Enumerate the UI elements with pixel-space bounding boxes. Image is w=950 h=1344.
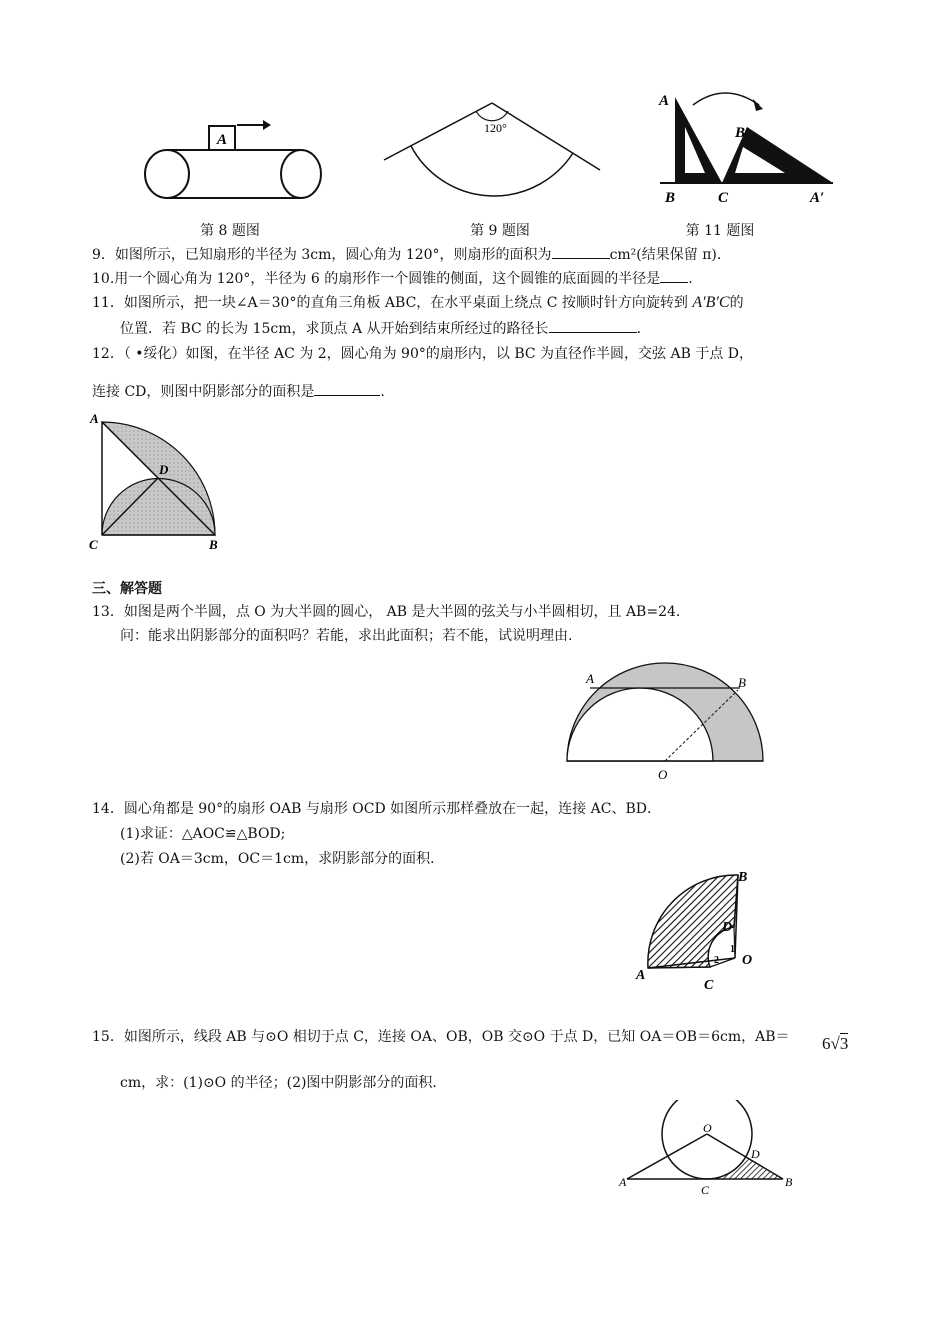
fig14-label-one: 1 xyxy=(730,944,735,955)
q10-text-after: . xyxy=(688,271,693,287)
fig15-label-C: C xyxy=(701,1183,710,1197)
question-13-line2: 问：能求出阴影部分的面积吗？若能，求出此面积；若不能，试说明理由. xyxy=(120,628,573,644)
fig12-label-D: D xyxy=(159,462,169,477)
fig13-label-B: B xyxy=(738,675,746,690)
fig9-angle-label: 120° xyxy=(484,121,507,135)
fig15-label-B: B xyxy=(785,1175,793,1189)
question-11-line1 xyxy=(92,294,744,312)
fig15-label-O: O xyxy=(703,1121,712,1135)
question-14-line1: 14．圆心角都是 90°的扇形 OAB 与扇形 OCD 如图所示那样叠放在一起，连接 AC、BD． xyxy=(92,801,661,817)
question-12-line2 xyxy=(92,383,385,401)
figure-11-triangles xyxy=(655,85,840,210)
fig14-label-O: O xyxy=(742,953,753,968)
caption-fig8: 第 8 题图 xyxy=(200,223,260,239)
fig11-label-C: C xyxy=(718,190,729,206)
question-12-line1: 12．（ •绥化）如图，在半径 AC 为 2，圆心角为 90°的扇形内，以 BC 为直径作半圆，交弦 AB 于点 D， xyxy=(92,346,753,362)
q11-math-ABC-prime: A′B′C xyxy=(692,294,730,311)
fig15-label-D: D xyxy=(751,1147,760,1161)
q9-answer-blank xyxy=(552,258,610,259)
q9-text-after: cm²(结果保留 π)． xyxy=(609,247,731,263)
fig12-label-C: C xyxy=(89,537,98,552)
q15-math-radicand: 3 xyxy=(839,1034,849,1053)
q15-math-coef: 6 xyxy=(822,1034,831,1053)
fig14-label-A: A xyxy=(636,968,646,983)
section-3-heading: 三、解答题 xyxy=(92,581,162,597)
q11-line2-after: . xyxy=(636,321,642,337)
sqrt-icon: √ xyxy=(830,1034,840,1053)
fig12-label-B: B xyxy=(209,537,218,552)
fig15-label-A: A xyxy=(619,1175,627,1189)
figure-9-sector xyxy=(380,95,605,210)
q11-line1-text: 11．如图所示，把一块∠A＝30°的直角三角板 ABC，在水平桌面上绕点 C 按顺时针方向旋转到 xyxy=(92,295,688,311)
q10-text-before: 10.用一个圆心角为 120°，半径为 6 的扇形作一个圆锥的侧面，这个圆锥的底面圆的半径是 xyxy=(92,271,661,287)
q12-answer-blank xyxy=(314,395,380,396)
question-9 xyxy=(92,246,731,264)
fig14-label-C: C xyxy=(704,978,714,993)
fig11-label-A: A xyxy=(659,93,670,109)
fig14-label-two: 2 xyxy=(714,955,719,966)
figure-13 xyxy=(560,655,775,785)
figure-8-conveyor xyxy=(135,110,330,210)
q12-line2-text: 连接 CD，则图中阴影部分的面积是 xyxy=(92,384,315,400)
q9-text-before: 9．如图所示，已知扇形的半径为 3cm，圆心角为 120°，则扇形的面积为 xyxy=(92,247,552,263)
q11-answer-blank xyxy=(549,332,637,333)
figure-15 xyxy=(615,1100,800,1205)
fig8-box-label: A xyxy=(217,132,228,148)
q11-line2-text: 位置．若 BC 的长为 15cm，求顶点 A 从开始到结束所经过的路径长 xyxy=(120,321,549,337)
fig13-label-O: O xyxy=(658,767,668,782)
question-10 xyxy=(92,270,693,288)
fig14-label-B: B xyxy=(738,870,748,885)
figure-14 xyxy=(630,865,765,1000)
q11-math-after: 的 xyxy=(729,295,744,311)
q15-math-6root3 xyxy=(822,1034,848,1054)
fig11-label-B: B xyxy=(665,190,676,206)
question-14-line2: (1)求证：△AOC≌△BOD; xyxy=(120,826,286,842)
q15-line1-text: 15．如图所示，线段 AB 与⊙O 相切于点 C，连接 OA、OB，OB 交⊙O 于点 D，已知 OA＝OB＝6cm，AB＝ xyxy=(92,1029,790,1045)
question-15-line1 xyxy=(92,1028,790,1046)
caption-fig11: 第 11 题图 xyxy=(685,223,755,239)
fig12-label-A: A xyxy=(90,411,99,426)
question-15-line2: cm，求：(1)⊙O 的半径；(2)图中阴影部分的面积. xyxy=(120,1075,437,1091)
caption-fig9: 第 9 题图 xyxy=(470,223,530,239)
fig14-label-D: D xyxy=(722,920,733,935)
question-11-line2 xyxy=(120,320,641,338)
fig11-label-Ap: A′ xyxy=(810,190,825,206)
q10-answer-blank xyxy=(660,282,688,283)
fig13-label-A: A xyxy=(586,671,594,686)
q12-line2-after: . xyxy=(380,384,385,400)
question-13-line1: 13．如图是两个半圆，点 O 为大半圆的圆心， AB 是大半圆的弦关与小半圆相切，且 AB=24. xyxy=(92,604,681,620)
question-14-line3: (2)若 OA＝3cm，OC＝1cm，求阴影部分的面积． xyxy=(120,851,445,867)
fig11-label-Bp: B′ xyxy=(735,125,750,141)
figure-12 xyxy=(85,410,225,555)
